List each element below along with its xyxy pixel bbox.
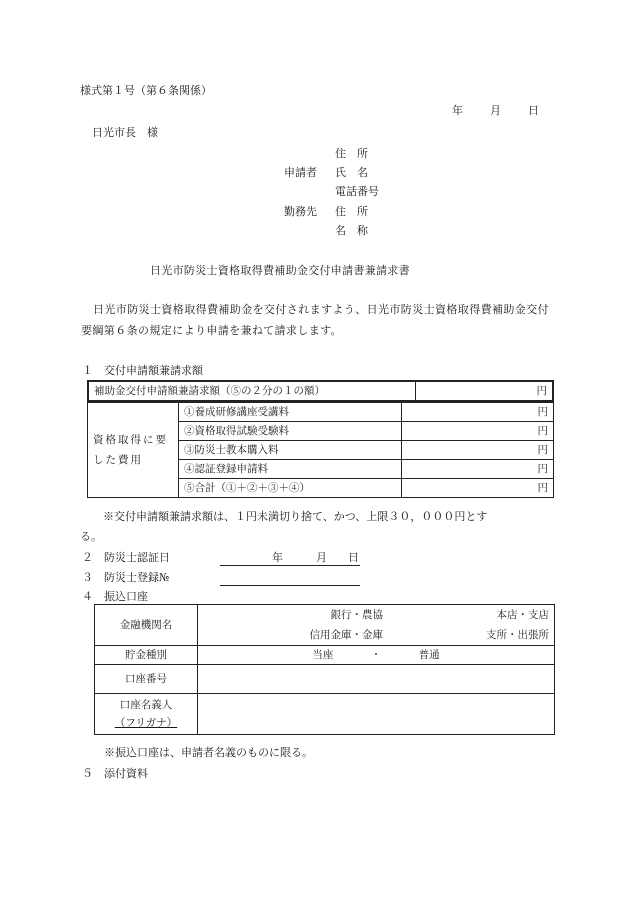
cost-item-label: ①養成研修講座受講料 [179, 403, 402, 422]
cost-row [88, 403, 554, 422]
cost-item-label: ⑤合計（①＋②＋③＋④） [179, 479, 402, 498]
form-number: 様式第１号（第６条関係） [80, 84, 212, 97]
bank-type-option[interactable]: 銀行・農協 [198, 605, 389, 626]
workplace-group-label: 勤務先 [284, 205, 317, 218]
account-number-row [95, 665, 555, 694]
registration-number-field[interactable] [220, 571, 360, 586]
section1-heading: １ 交付申請額兼請求額 [82, 364, 203, 377]
cost-amount-field[interactable]: 円 [402, 460, 554, 479]
workplace-address-label: 住 所 [335, 205, 368, 218]
cost-group-label: 資格取得に要した費用 [88, 403, 179, 498]
deposit-label: 貯金種別 [95, 646, 198, 665]
cost-amount-field[interactable]: 円 [402, 403, 554, 422]
branch-type-option-2[interactable]: 支所・出張所 [388, 625, 555, 646]
account-number-field[interactable] [198, 665, 555, 694]
cost-amount-field[interactable]: 円 [402, 479, 554, 498]
section1-note-line2: る。 [80, 530, 102, 543]
date-month-label: 月 [490, 104, 501, 117]
cost-item-label: ④認証登録申請料 [179, 460, 402, 479]
section2-heading: ２ 防災士認証日 [82, 551, 170, 564]
section4-heading: ４ 振込口座 [82, 590, 148, 603]
section4-note: ※振込口座は、申請者名義のものに限る。 [104, 746, 313, 759]
date-year-label: 年 [452, 104, 463, 117]
cert-year-label: 年 [272, 551, 283, 564]
total-label: 補助金交付申請額兼請求額（⑤の２分の１の額） [88, 381, 416, 401]
bank-type-option-2[interactable]: 信用金庫・金庫 [198, 625, 389, 646]
account-number-label: 口座番号 [95, 665, 198, 694]
cert-month-label: 月 [316, 551, 327, 564]
cost-item-label: ③防災士教本購入料 [179, 441, 402, 460]
total-amount-table [87, 380, 554, 402]
body-paragraph: 日光市防災士資格取得費補助金を交付されますよう、日光市防災士資格取得費補助金交付要綱第６条の規定により申請を兼ねて請求します。 [81, 303, 549, 337]
deposit-separator: ・ [370, 649, 382, 661]
applicant-phone-label: 電話番号 [335, 185, 379, 198]
account-holder-row [95, 694, 555, 735]
certification-date-field[interactable] [220, 551, 360, 566]
workplace-name-label: 名 称 [335, 224, 368, 237]
account-holder-cell [95, 694, 198, 735]
deposit-type-field[interactable] [198, 646, 555, 665]
date-day-label: 日 [528, 104, 539, 117]
bank-label: 金融機関名 [95, 605, 198, 646]
cost-amount-field[interactable]: 円 [402, 422, 554, 441]
applicant-name-label: 氏 名 [335, 166, 368, 179]
cost-item-label: ②資格取得試験受験料 [179, 422, 402, 441]
section1-note-line1: ※交付申請額兼請求額は、１円未満切り捨て、かつ、上限３０，０００円とす [103, 510, 488, 523]
total-amount-field[interactable]: 円 [416, 381, 554, 401]
addressee: 日光市長 様 [92, 126, 158, 139]
account-holder-field[interactable] [198, 694, 555, 735]
furigana-label: （フリガナ） [114, 717, 178, 729]
cert-day-label: 日 [348, 551, 359, 564]
cost-breakdown-table [87, 402, 554, 498]
bank-account-table [94, 604, 555, 735]
deposit-option-current[interactable]: 当座 [312, 649, 334, 661]
branch-type-option[interactable]: 本店・支店 [388, 605, 555, 626]
section3-heading: ３ 防災士登録№ [82, 571, 170, 584]
applicant-group-label: 申請者 [284, 166, 317, 179]
deposit-row [95, 646, 555, 665]
document-title: 日光市防災士資格取得費補助金交付申請書兼請求書 [150, 264, 410, 277]
deposit-option-ordinary[interactable]: 普通 [418, 649, 440, 661]
total-row [88, 381, 553, 401]
section5-heading: ５ 添付資料 [82, 767, 148, 780]
account-holder-label: 口座名義人 [119, 699, 173, 711]
cost-amount-field[interactable]: 円 [402, 441, 554, 460]
bank-row [95, 605, 555, 626]
applicant-address-label: 住 所 [335, 147, 368, 160]
